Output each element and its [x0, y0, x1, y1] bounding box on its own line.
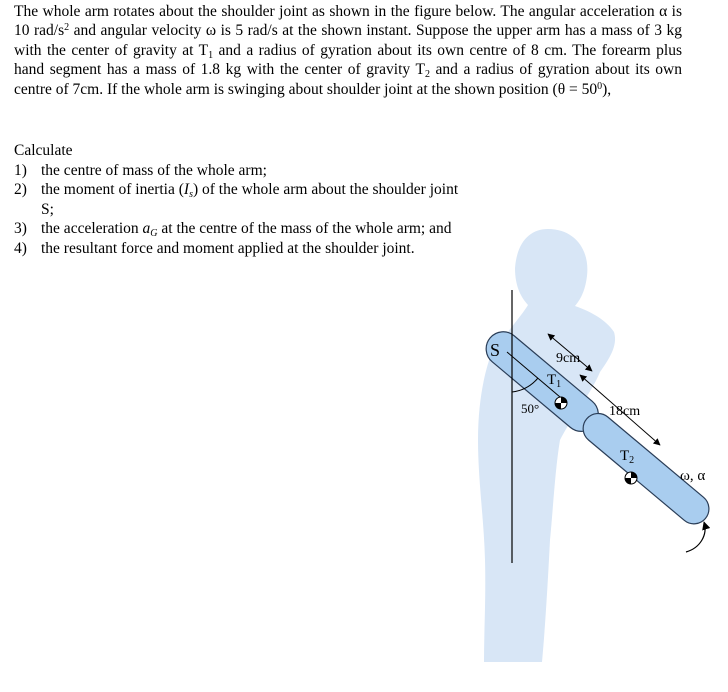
label-shoulder-s: S [490, 340, 501, 360]
calculate-heading: Calculate [14, 142, 73, 159]
question-item: 4) the resultant force and moment applied at the shoulder joint. [14, 239, 415, 257]
label-omega-alpha: ω, α [680, 468, 706, 484]
cg-marker-t1 [555, 397, 567, 409]
label-9cm: 9cm [556, 351, 581, 366]
question-item: 2) the moment of inertia $(I_s)$ of the whole arm about the shoulder joint S; [14, 181, 459, 218]
label-t2: $T_2$ [620, 448, 635, 466]
label-18cm: 18cm [609, 404, 641, 419]
problem-statement: The whole arm rotates about the shoulder joint as shown in the figure below. The angular acceleration α is 10 rad/$s^2$ and angular velocity ω is 5 rad/s at the shown instant. Suppose the upper arm has a mass of 3 kg with the center of gravity at $T_1$ and a radius of gyration about its own centre of 8 cm. The forearm plus hand segment has a mass of 1.8 kg with the center of gravity $T_2$ and a radius of gyration about its own centre of 7cm. If the whole arm is swinging about shoulder joint at the shown position $(\theta = 50^0)$, [14, 3, 683, 98]
rotation-arrow [686, 522, 705, 552]
question-item: 3) the acceleration $a_G$ at the centre of the mass of the whole arm; and [14, 220, 452, 240]
question-item: 1) the centre of mass of the whole arm; [14, 162, 267, 179]
cg-marker-t2 [625, 472, 637, 484]
label-angle: 50° [521, 401, 540, 416]
label-t1: $T_1$ [547, 372, 562, 390]
